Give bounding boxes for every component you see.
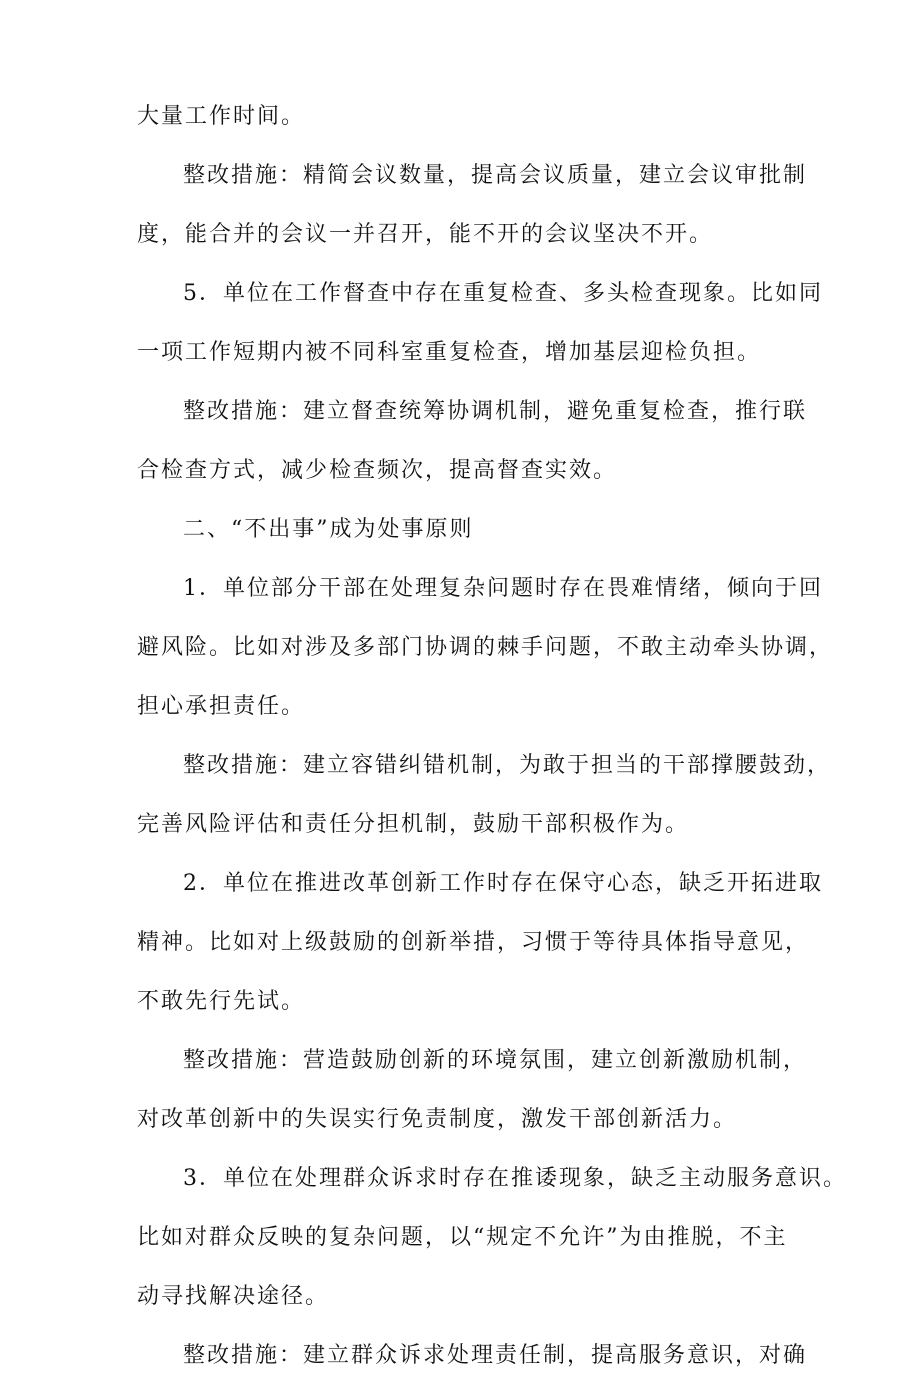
body-line: 整改措施：建立督查统筹协调机制，避免重复检查，推行联 [183, 399, 808, 424]
body-line: 1．单位部分干部在处理复杂问题时存在畏难情绪，倾向于回 [183, 576, 823, 601]
body-line: 3．单位在处理群众诉求时存在推诿现象，缺乏主动服务意识。 [183, 1166, 847, 1191]
body-line: 2．单位在推进改革创新工作时存在保守心态，缺乏开拓进取 [183, 871, 823, 896]
body-line: 动寻找解决途径。 [137, 1284, 330, 1309]
body-line: 一项工作短期内被不同科室重复检查，增加基层迎检负担。 [137, 340, 762, 365]
body-line: 整改措施：建立群众诉求处理责任制，提高服务意识，对确 [183, 1343, 808, 1368]
body-line: 整改措施：精简会议数量，提高会议质量，建立会议审批制 [183, 163, 808, 188]
body-line: 对改革创新中的失误实行免责制度，激发干部创新活力。 [137, 1107, 738, 1132]
document-body [137, 96, 847, 1376]
body-line: 担心承担责任。 [137, 694, 306, 719]
body-line: 不敢先行先试。 [137, 989, 306, 1014]
body-line: 比如对群众反映的复杂问题，以“规定不允许”为由推脱，不主 [137, 1225, 788, 1250]
body-line: 整改措施：营造鼓励创新的环境氛围，建立创新激励机制， [183, 1048, 808, 1073]
body-line: 5．单位在工作督查中存在重复检查、多头检查现象。比如同 [183, 281, 823, 306]
section-heading: 二、“不出事”成为处事原则 [183, 517, 474, 542]
body-line: 合检查方式，减少检查频次，提高督查实效。 [137, 458, 618, 483]
body-line: 完善风险评估和责任分担机制，鼓励干部积极作为。 [137, 812, 690, 837]
body-line: 度，能合并的会议一并召开，能不开的会议坚决不开。 [137, 222, 714, 247]
body-line: 精神。比如对上级鼓励的创新举措，习惯于等待具体指导意见， [137, 930, 810, 955]
body-line: 整改措施：建立容错纠错机制，为敢于担当的干部撑腰鼓劲， [183, 753, 832, 778]
body-line: 避风险。比如对涉及多部门协调的棘手问题，不敢主动牵头协调， [137, 635, 834, 660]
body-line: 大量工作时间。 [137, 104, 306, 129]
